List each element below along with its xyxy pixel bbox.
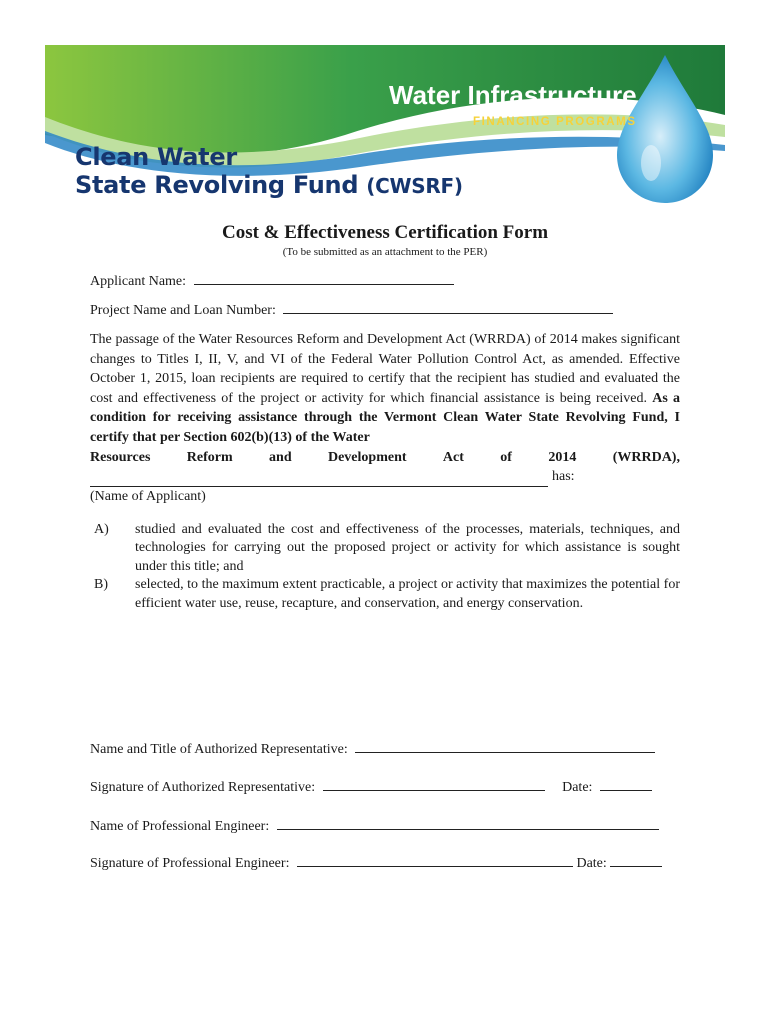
applicant-name-label: Applicant Name: bbox=[90, 274, 187, 289]
bold-word: 2014 bbox=[548, 449, 577, 465]
certification-list bbox=[90, 521, 680, 613]
applicant-name-inline-field[interactable] bbox=[90, 472, 548, 487]
rep-name-field[interactable] bbox=[355, 738, 655, 753]
logo-acronym: (CWSRF) bbox=[366, 174, 463, 198]
list-item bbox=[90, 576, 680, 613]
engineer-name-row bbox=[90, 815, 659, 835]
logo-line-1 bbox=[75, 143, 237, 171]
bold-word: Reform bbox=[186, 449, 233, 465]
date-label: Date: bbox=[576, 856, 607, 871]
applicant-name-row bbox=[90, 270, 454, 290]
project-loan-row bbox=[90, 299, 613, 319]
list-text: studied and evaluated the cost and effectiveness of the processes, materials, techniques, and technologies for carrying out the proposed project or activity for which assistance is sought under this title; and bbox=[135, 522, 680, 574]
applicant-name-field[interactable] bbox=[194, 270, 454, 285]
engineer-name-label: Name of Professional Engineer: bbox=[90, 819, 270, 834]
rep-name-label: Name and Title of Authorized Representative: bbox=[90, 742, 348, 757]
engineer-signature-field[interactable] bbox=[297, 852, 573, 867]
engineer-signature-row bbox=[90, 852, 662, 872]
program-subtitle: FINANCING PROGRAMS bbox=[473, 116, 637, 128]
list-marker: A) bbox=[94, 522, 109, 537]
engineer-date-field[interactable] bbox=[610, 852, 662, 867]
bold-word: (WRRDA), bbox=[612, 449, 680, 465]
bold-word: Resources bbox=[90, 449, 151, 465]
bold-word: and bbox=[269, 449, 292, 465]
bold-word: Development bbox=[327, 449, 407, 465]
engineer-signature-label: Signature of Professional Engineer: bbox=[90, 856, 290, 871]
certification-paragraph bbox=[90, 330, 680, 506]
applicant-has-row bbox=[90, 467, 680, 487]
paragraph-plain: The passage of the Water Resources Reform and Development Act (WRRDA) of 2014 makes significant changes to Titles I, II, V, and VI of the Federal Water Pollution Control Act, as amended. Effective October 1, 2015, loan recipients are required to certify that the recipient has studied and evaluated the cost and effectiveness of the project or activity for which financial assistance is being received. bbox=[90, 332, 680, 406]
project-loan-label: Project Name and Loan Number: bbox=[90, 303, 276, 318]
bold-word: of bbox=[500, 449, 512, 465]
rep-date-field[interactable] bbox=[600, 776, 652, 791]
engineer-name-field[interactable] bbox=[277, 815, 659, 830]
rep-signature-field[interactable] bbox=[323, 776, 545, 791]
rep-signature-label: Signature of Authorized Representative: bbox=[90, 780, 316, 795]
paragraph-bold: As a condition for receiving assistance through the Vermont Clean Water State Revolving Fund, I certify that per Section 602(b)(13) of the Water bbox=[90, 390, 680, 445]
form-title: Cost & Effectiveness Certification Form bbox=[221, 222, 549, 243]
applicant-caption: (Name of Applicant) bbox=[90, 488, 206, 504]
form-subtitle: (To be submitted as an attachment to the PER) bbox=[282, 246, 488, 258]
has-label: has: bbox=[552, 469, 575, 485]
rep-signature-row bbox=[90, 776, 652, 796]
paragraph-bold-last-line bbox=[90, 448, 680, 468]
logo-line-2 bbox=[75, 171, 463, 199]
project-loan-field[interactable] bbox=[283, 299, 613, 314]
water-drop-highlight bbox=[641, 145, 661, 181]
list-text: selected, to the maximum extent practicable, a project or activity that maximizes the potential for efficient water use, reuse, recapture, and conservation, and energy conservation. bbox=[135, 577, 680, 611]
date-label: Date: bbox=[562, 780, 593, 795]
logo-text-clean-water: Clean Water bbox=[75, 143, 237, 171]
program-title: Water Infrastructure bbox=[389, 80, 637, 110]
bold-word: Act bbox=[442, 449, 464, 465]
list-marker: B) bbox=[94, 577, 108, 593]
logo-text-srf: State Revolving Fund bbox=[75, 171, 359, 199]
list-item bbox=[90, 521, 680, 576]
rep-name-row bbox=[90, 738, 655, 758]
